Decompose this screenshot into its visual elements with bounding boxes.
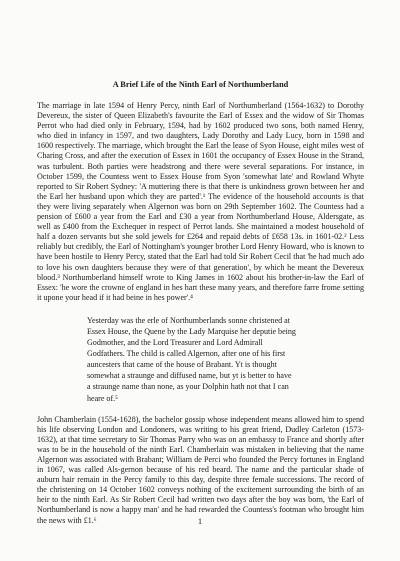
quote-line: auncesters that came of the house of Brabant. Yt is thought <box>87 360 277 370</box>
quote-line: somewhat a straunge and diffused name, but yt is better to have <box>87 371 292 381</box>
page-number: 1 <box>197 516 203 526</box>
quote-line: heare of.⁵ <box>87 393 118 403</box>
quote-line: Godmother, and the Lord Treasurer and Lord Admirall <box>87 338 263 348</box>
quote-line: a straunge name than none, as your Dolphin hath not that I can <box>87 382 289 392</box>
block-quote <box>87 315 324 404</box>
page-title: A Brief Life of the Ninth Earl of Northumberland <box>112 80 289 89</box>
body-paragraph: The marriage in late 1594 of Henry Percy, ninth Earl of Northumberland (1564-1632) to Dorothy Devereux, the sister of Queen Elizabeth's favourite the Earl of Essex and the widow of Sir Thomas Perrot who had died only in February, 1594, had by 1602 produced two sons, both named Henry, who died in infancy in 1597, and two daughters, Lady Dorothy and Lady Lucy, born in 1598 and 1600 respectively. The marriage, which brought the Earl the lease of Syon House, eight miles west of Charing Cross, and after the execution of Essex in 1601 the occupancy of Essex House in the Strand, was turbulent. Both parties were headstrong and there were several separations. For instance, in October 1599, the Countess went to Essex House from Syon 'somewhat late' and Rowland Whyte reported to Sir Robert Sydney: 'A muttering there is that there is unkindness grown between her and the Earl her husband upon which they are parted'.¹ The evidence of the household accounts is that they were living separately when Algernon was born on 29th September 1602. The Countess had a pension of £600 a year from the Earl and £30 a year from Northumberland House, Aldersgate, as well as £400 from the Exchequer in respect of Perrot lands. She maintained a modest household of half a dozen servants but she sold jewels for £264 and repaid debts of £658 13s. in 1601-02.² Less reliably but credibly, the Earl of Nottingham's younger brother Lord Henry Howard, who is known to have been hostile to Henry Percy, stated that the Earl had told Sir Robert Cecil that 'he had much ado to love his own daughters because they were of that generation', by which he meant the Devereux blood.³ Northumberland himself wrote to King James in 1602 about his brother-in-law the Earl of Essex: 'he wore the crowne of england in hes hart these many years, and therefore farre frome setting it upone your head if it had beine in hes power'.⁴ <box>37 101 364 302</box>
body-paragraph: John Chamberlain (1554-1628), the bachelor gossip whose independent means allowed him to spend his life observing London and Londoners, was writing to his great friend, Dudley Carleton (1573-1632), at that time secretary to Sir Thomas Parry who was on an embassy to France and shortly after was to be in the household of the ninth Earl. Chamberlain was mistaken in believing that the name Algernon was associated with Brabant; William de Perci who founded the Percy fortunes in England in 1067, was called Als-gernon because of his red beard. The name and the particular shade of auburn hair remain in the Percy family to this day, despite three female successions. The record of the christening on 14 October 1602 conveys nothing of the excitement surrounding the birth of an heir to the ninth Earl. As Sir Robert Cecil had written two days after the boy was born, 'the Earl of Northumberland is now a happy man' and he had rewarded the Countess's footman who brought him the news with £1.⁶ <box>37 414 364 525</box>
quote-line: Godfathers. The child is called Algernon, after one of his first <box>87 349 286 359</box>
quote-line: Essex House, the Quene by the Lady Marquise her deputie being <box>87 326 296 336</box>
quote-line: Yesterday was the erle of Northumberlands sonne christened at <box>87 315 290 325</box>
